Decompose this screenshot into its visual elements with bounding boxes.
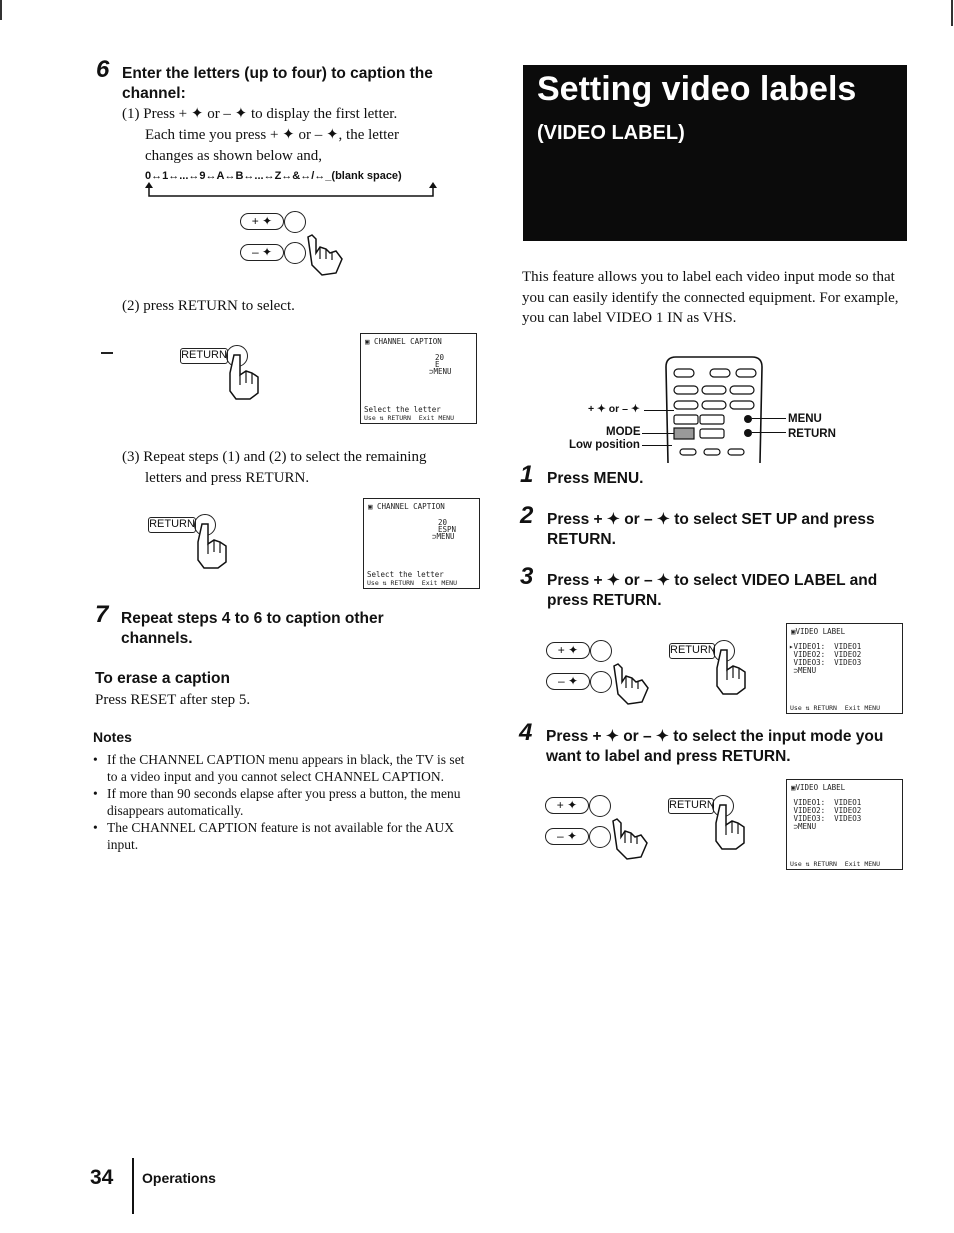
intro-paragraph: This feature allows you to label each video input mode so that you can easily identify the connected equipment. For example, you can label VIDEO 1 IN as VHS. [522, 269, 899, 326]
step-6-sub1-line2: Each time you press + ✦ or – ✦, the letter [145, 127, 399, 143]
label-menu: MENU [788, 413, 822, 425]
plus-button[interactable]: + ✦ [546, 642, 590, 659]
step-6-number: 6 [96, 56, 110, 83]
step-1-number: 1 [520, 461, 534, 488]
return-button[interactable]: RETURN [669, 643, 715, 659]
label-return: RETURN [788, 428, 836, 440]
step-4-number: 4 [519, 719, 533, 746]
leader-line [752, 418, 786, 419]
step-1-text: Press MENU. [547, 470, 644, 487]
page-edge-line [0, 0, 2, 20]
plus-button[interactable]: + ✦ [545, 797, 589, 814]
plus-minus-buttons-group-1 [240, 211, 350, 275]
remote-control-icon [660, 355, 770, 463]
plus-button-circle-icon [589, 795, 611, 817]
osd-menu-item: ⊃MENU [429, 367, 452, 376]
step-6-heading: Enter the letters (up to four) to caption the channel: [122, 65, 433, 102]
pointing-hand-icon [711, 648, 751, 696]
osd-value-1: 20 [435, 353, 445, 362]
leader-line [644, 410, 674, 411]
step-6-sub3-line2: letters and press RETURN. [145, 470, 310, 486]
osd-footer: Use ⇅ RETURN Exit MENU [790, 704, 881, 712]
leader-line [642, 433, 674, 434]
osd-menu-item: ⊃MENU [432, 532, 455, 541]
step-2-number: 2 [520, 502, 534, 529]
plus-minus-buttons-group-2 [546, 640, 656, 704]
plus-button-circle-icon [590, 640, 612, 662]
minus-button[interactable]: – ✦ [240, 244, 284, 261]
leader-line [752, 432, 786, 433]
label-mode: MODE [606, 426, 641, 438]
osd-footer-1: Select the letter [367, 570, 444, 579]
step-2-text: Press + ✦ or – ✦ to select SET UP and press RETURN. [547, 511, 875, 548]
plus-minus-buttons-group-3 [545, 795, 655, 859]
note-item: • If the CHANNEL CAPTION menu appears in black, the TV is set to a video input and you cannot select CHANNEL CAPTION. [93, 752, 478, 785]
osd-row: ⊃MENU [789, 666, 817, 675]
minus-button[interactable]: – ✦ [546, 673, 590, 690]
osd-title: VIDEO LABEL [795, 627, 846, 636]
erase-text: Press RESET after step 5. [95, 692, 251, 708]
osd-footer-2: Use ⇅ RETURN Exit MENU [364, 414, 455, 422]
osd-video-label-2 [786, 779, 903, 870]
step-6-sub1-line1: (1) Press + ✦ or – ✦ to display the first letter. [122, 106, 398, 122]
return-button[interactable]: RETURN [668, 798, 714, 814]
osd-row: VIDEO3: VIDEO3 [789, 814, 862, 823]
osd-row: ▸VIDEO1: VIDEO1 [789, 642, 862, 651]
label-low-position: Low position [569, 439, 640, 451]
tv-icon: ▣ [368, 502, 373, 511]
dash-mark [101, 352, 113, 354]
label-plus-minus: + ✦ or – ✦ [588, 403, 640, 415]
step-3-text: Press + ✦ or – ✦ to select VIDEO LABEL and press RETURN. [547, 572, 878, 609]
notes-list [93, 752, 478, 854]
osd-value-1: 20 [438, 518, 448, 527]
step-7-heading: Repeat steps 4 to 6 to caption other channels. [121, 610, 384, 647]
step-7-number: 7 [95, 601, 109, 628]
page-title: Setting video labels [537, 70, 857, 108]
osd-value-2: ESPN [438, 525, 457, 534]
osd-footer: Use ⇅ RETURN Exit MENU [790, 860, 881, 868]
osd-footer-1: Select the letter [364, 405, 441, 414]
pointing-hand-icon [302, 233, 346, 277]
section-name: Operations [142, 1170, 216, 1186]
remote-diagram [560, 355, 860, 467]
page-subtitle: (VIDEO LABEL) [537, 122, 685, 144]
return-button[interactable]: RETURN [180, 348, 228, 364]
note-item: • If more than 90 seconds elapse after you press a button, the menu disappears automatically. [93, 786, 478, 819]
title-banner [523, 65, 907, 241]
plus-button-circle-icon [284, 211, 306, 233]
osd-row: VIDEO3: VIDEO3 [789, 658, 862, 667]
footer-divider [132, 1158, 134, 1214]
return-button-group-3 [669, 640, 759, 700]
osd-row: VIDEO2: VIDEO2 [789, 806, 862, 815]
return-button-group-1 [180, 345, 270, 405]
page-edge-line [951, 0, 953, 26]
return-button-group-2 [148, 514, 238, 574]
tv-icon: ▣ [791, 627, 796, 636]
tv-icon: ▣ [365, 337, 370, 346]
plus-button[interactable]: + ✦ [240, 213, 284, 230]
osd-channel-caption-2 [363, 498, 480, 589]
notes-heading: Notes [93, 729, 132, 745]
tv-icon: ▣ [791, 783, 796, 792]
osd-value-2: E [435, 360, 440, 369]
leader-line [642, 445, 672, 446]
osd-footer-2: Use ⇅ RETURN Exit MENU [367, 579, 458, 587]
return-button[interactable]: RETURN [148, 517, 196, 533]
pointing-hand-icon [607, 817, 651, 861]
osd-row: ⊃MENU [789, 822, 817, 831]
osd-video-label-1 [786, 623, 903, 714]
page-number: 34 [90, 1166, 114, 1189]
step-6-sub1-line3: changes as shown below and, [145, 148, 323, 164]
minus-button[interactable]: – ✦ [545, 828, 589, 845]
osd-title: CHANNEL CAPTION [377, 502, 445, 511]
pointing-hand-icon [710, 803, 750, 851]
note-item: • The CHANNEL CAPTION feature is not available for the AUX input. [93, 820, 478, 853]
return-button-group-4 [668, 795, 758, 855]
osd-row: VIDEO2: VIDEO2 [789, 650, 862, 659]
pointing-hand-icon [192, 522, 232, 570]
pointing-hand-icon [224, 353, 264, 401]
step-6-sub3-line1: (3) Repeat steps (1) and (2) to select the remaining [122, 449, 427, 465]
sequence-loop-arrow [145, 182, 445, 202]
step-3-number: 3 [520, 563, 534, 590]
step-4-text: Press + ✦ or – ✦ to select the input mode you want to label and press RETURN. [546, 728, 884, 765]
osd-channel-caption-1 [360, 333, 477, 424]
erase-heading: To erase a caption [95, 670, 230, 687]
step-6-sub2: (2) press RETURN to select. [122, 298, 295, 314]
osd-title: CHANNEL CAPTION [374, 337, 442, 346]
pointing-hand-icon [608, 662, 652, 706]
osd-title: VIDEO LABEL [795, 783, 846, 792]
letter-sequence: 0↔1↔...↔9↔A↔B↔...↔Z↔&↔/↔_(blank space) [145, 170, 402, 182]
osd-row: VIDEO1: VIDEO1 [789, 798, 862, 807]
